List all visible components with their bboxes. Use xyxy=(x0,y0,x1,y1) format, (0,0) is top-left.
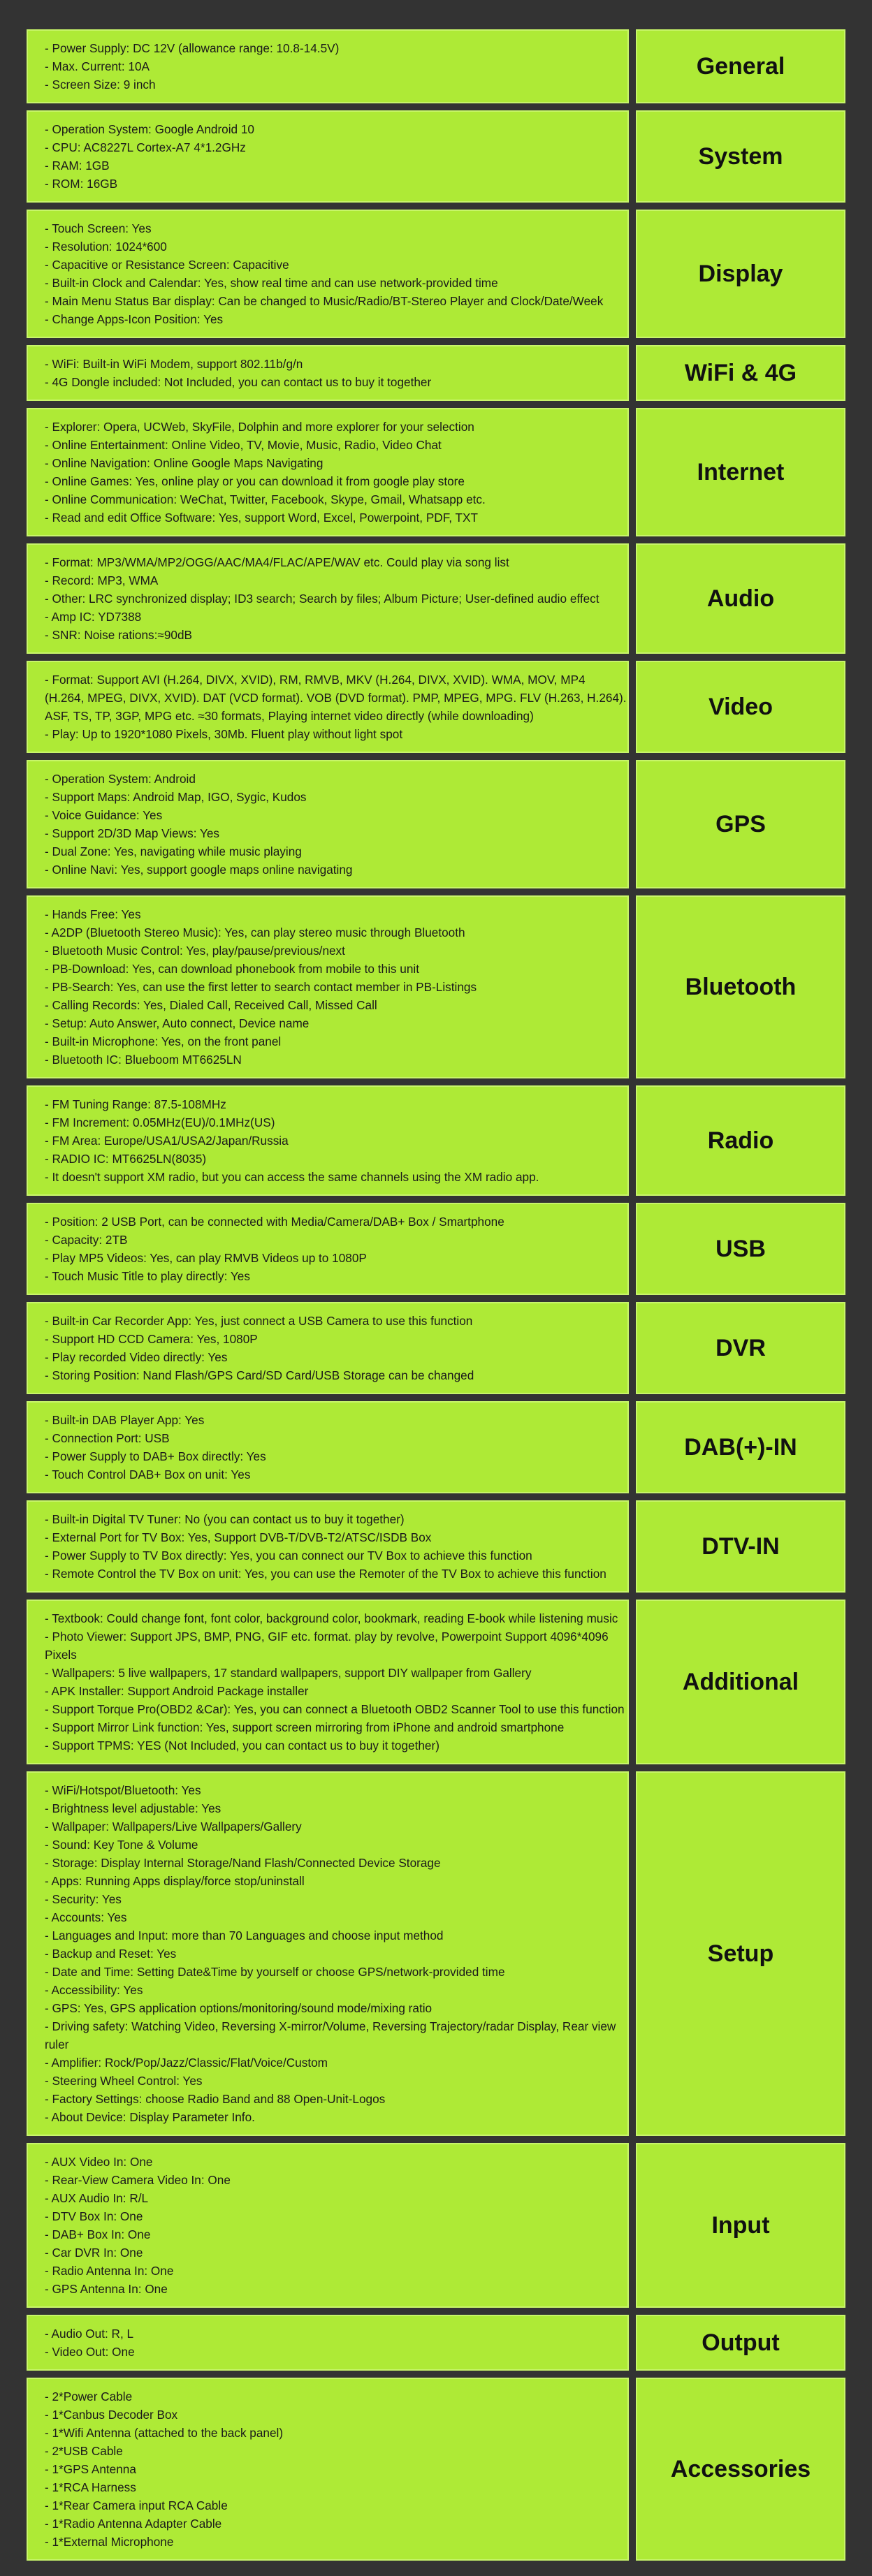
spec-line: - Steering Wheel Control: Yes xyxy=(45,2074,203,2088)
spec-line: - A2DP (Bluetooth Stereo Music): Yes, can play stereo music through Bluetooth xyxy=(45,925,465,939)
spec-line: - Play recorded Video directly: Yes xyxy=(45,1350,228,1364)
spec-line: - Date and Time: Setting Date&Time by yourself or choose GPS/network-provided time xyxy=(45,1965,505,1979)
spec-category-title: Radio xyxy=(636,1085,845,1196)
spec-line: - Online Navi: Yes, support google maps online navigating xyxy=(45,863,353,877)
spec-category-title: DVR xyxy=(636,1302,845,1394)
spec-line: - Change Apps-Icon Position: Yes xyxy=(45,312,224,326)
spec-details xyxy=(27,408,629,536)
spec-line: - Radio Antenna In: One xyxy=(45,2264,174,2278)
spec-line: - Resolution: 1024*600 xyxy=(45,240,167,254)
spec-row xyxy=(27,1600,845,1764)
spec-category-title: General xyxy=(636,29,845,103)
spec-details xyxy=(27,210,629,338)
spec-line: - 1*Wifi Antenna (attached to the back panel) xyxy=(45,2426,284,2440)
spec-line: - Remote Control the TV Box on unit: Yes, you can use the Remoter of the TV Box to achieve this function xyxy=(45,1567,606,1581)
spec-details xyxy=(27,1085,629,1196)
spec-details xyxy=(27,2143,629,2308)
spec-details xyxy=(27,1302,629,1394)
spec-line: - Amp IC: YD7388 xyxy=(45,610,142,624)
spec-line: - Power Supply: DC 12V (allowance range: 10.8-14.5V) xyxy=(45,41,340,55)
spec-row xyxy=(27,1203,845,1295)
spec-category-title: Video xyxy=(636,661,845,753)
spec-category-title: Audio xyxy=(636,543,845,654)
spec-category-title: Bluetooth xyxy=(636,895,845,1078)
spec-line: - Dual Zone: Yes, navigating while music playing xyxy=(45,844,302,858)
spec-line: - 1*RCA Harness xyxy=(45,2480,136,2494)
spec-line: - 1*Rear Camera input RCA Cable xyxy=(45,2498,228,2512)
spec-line: - Car DVR In: One xyxy=(45,2246,143,2260)
spec-row xyxy=(27,1085,845,1196)
spec-line: - Languages and Input: more than 70 Languages and choose input method xyxy=(45,1929,444,1942)
spec-category-title: Input xyxy=(636,2143,845,2308)
spec-category-title: USB xyxy=(636,1203,845,1295)
spec-line: - Online Games: Yes, online play or you can download it from google play store xyxy=(45,474,465,488)
spec-line: - Online Communication: WeChat, Twitter, Facebook, Skype, Gmail, Whatsapp etc. xyxy=(45,492,486,506)
spec-row xyxy=(27,2315,845,2371)
spec-details xyxy=(27,2378,629,2561)
spec-line: - FM Tuning Range: 87.5-108MHz xyxy=(45,1097,226,1111)
spec-line: - Photo Viewer: Support JPS, BMP, PNG, GIF etc. format. play by revolve, Powerpoint Support 4096*4096 Pixels xyxy=(45,1630,609,1662)
spec-details xyxy=(27,1600,629,1764)
spec-line: - Power Supply to TV Box directly: Yes, you can connect our TV Box to achieve this function xyxy=(45,1549,532,1563)
spec-line: - Capacitive or Resistance Screen: Capacitive xyxy=(45,258,289,272)
spec-row xyxy=(27,760,845,888)
spec-line: - 4G Dongle included: Not Included, you can contact us to buy it together xyxy=(45,375,432,389)
spec-line: - DTV Box In: One xyxy=(45,2209,143,2223)
spec-row xyxy=(27,1401,845,1493)
spec-line: - Calling Records: Yes, Dialed Call, Received Call, Missed Call xyxy=(45,998,377,1012)
spec-line: - Bluetooth IC: Blueboom MT6625LN xyxy=(45,1053,242,1067)
spec-line: - WiFi: Built-in WiFi Modem, support 802.11b/g/n xyxy=(45,357,303,371)
spec-line: - Apps: Running Apps display/force stop/uninstall xyxy=(45,1874,305,1888)
spec-category-title: GPS xyxy=(636,760,845,888)
spec-line: - Play: Up to 1920*1080 Pixels, 30Mb. Fluent play without light spot xyxy=(45,727,403,741)
spec-row xyxy=(27,661,845,753)
spec-line: - Max. Current: 10A xyxy=(45,59,150,73)
spec-line: - 1*GPS Antenna xyxy=(45,2462,136,2476)
spec-line: - Play MP5 Videos: Yes, can play RMVB Videos up to 1080P xyxy=(45,1251,367,1265)
spec-row xyxy=(27,1302,845,1394)
spec-line: - Support Torque Pro(OBD2 &Car): Yes, you can connect a Bluetooth OBD2 Scanner Tool to use this function xyxy=(45,1702,625,1716)
spec-line: - PB-Search: Yes, can use the first letter to search contact member in PB-Listings xyxy=(45,980,477,994)
spec-line: - Read and edit Office Software: Yes, support Word, Excel, Powerpoint, PDF, TXT xyxy=(45,511,479,525)
spec-category-title: Accessories xyxy=(636,2378,845,2561)
spec-line: - PB-Download: Yes, can download phonebook from mobile to this unit xyxy=(45,962,420,976)
spec-line: - Record: MP3, WMA xyxy=(45,573,159,587)
spec-line: - Wallpaper: Wallpapers/Live Wallpapers/Gallery xyxy=(45,1820,302,1834)
spec-line: - Built-in DAB Player App: Yes xyxy=(45,1413,205,1427)
spec-line: - Support TPMS: YES (Not Included, you can contact us to buy it together) xyxy=(45,1739,439,1752)
spec-details xyxy=(27,760,629,888)
spec-row xyxy=(27,110,845,203)
spec-row xyxy=(27,895,845,1078)
spec-line: - Rear-View Camera Video In: One xyxy=(45,2173,231,2187)
spec-line: - Voice Guidance: Yes xyxy=(45,808,163,822)
spec-details xyxy=(27,1771,629,2136)
spec-line: - 1*Canbus Decoder Box xyxy=(45,2408,178,2422)
spec-line: - Storing Position: Nand Flash/GPS Card/SD Card/USB Storage can be changed xyxy=(45,1368,474,1382)
spec-line: - Position: 2 USB Port, can be connected with Media/Camera/DAB+ Box / Smartphone xyxy=(45,1215,504,1229)
spec-line: - GPS: Yes, GPS application options/monitoring/sound mode/mixing ratio xyxy=(45,2001,433,2015)
spec-line: - AUX Video In: One xyxy=(45,2155,153,2169)
spec-table xyxy=(27,29,845,2568)
spec-line: - 2*Power Cable xyxy=(45,2390,133,2403)
spec-line: - Hands Free: Yes xyxy=(45,907,141,921)
spec-line: - Format: Support AVI (H.264, DIVX, XVID), RM, RMVB, MKV (H.264, DIVX, XVID). WMA, MOV, MP4 (H.264, MPEG, DIVX, XVID). DAT (VCD format). VOB (DVD format). PMP, MPEG, MPG. FLV (H.263, H.264). ASF, TS, TP, 3GP, MPG etc. ≈30 formats, Playing internet video directly (while downloading) xyxy=(45,673,627,723)
spec-details xyxy=(27,1500,629,1593)
spec-line: - Online Entertainment: Online Video, TV, Movie, Music, Radio, Video Chat xyxy=(45,438,442,452)
spec-line: - Bluetooth Music Control: Yes, play/pause/previous/next xyxy=(45,944,345,958)
spec-details xyxy=(27,543,629,654)
spec-line: - Touch Music Title to play directly: Yes xyxy=(45,1269,250,1283)
spec-category-title: Display xyxy=(636,210,845,338)
spec-line: - Driving safety: Watching Video, Reversing X-mirror/Volume, Reversing Trajectory/radar Display, Rear view ruler xyxy=(45,2019,616,2051)
spec-line: - GPS Antenna In: One xyxy=(45,2282,168,2296)
spec-row xyxy=(27,1771,845,2136)
spec-row xyxy=(27,408,845,536)
spec-line: - Support Mirror Link function: Yes, support screen mirroring from iPhone and android smartphone xyxy=(45,1720,565,1734)
spec-line: - Format: MP3/WMA/MP2/OGG/AAC/MA4/FLAC/APE/WAV etc. Could play via song list xyxy=(45,555,509,569)
spec-details xyxy=(27,2315,629,2371)
spec-line: - External Port for TV Box: Yes, Support DVB-T/DVB-T2/ATSC/ISDB Box xyxy=(45,1530,432,1544)
spec-line: - Wallpapers: 5 live wallpapers, 17 standard wallpapers, support DIY wallpaper from Gallery xyxy=(45,1666,532,1680)
spec-category-title: DAB(+)-IN xyxy=(636,1401,845,1493)
spec-line: - FM Area: Europe/USA1/USA2/Japan/Russia xyxy=(45,1134,289,1148)
spec-line: - Brightness level adjustable: Yes xyxy=(45,1801,221,1815)
spec-row xyxy=(27,2378,845,2561)
spec-row xyxy=(27,1500,845,1593)
spec-line: - Built-in Car Recorder App: Yes, just connect a USB Camera to use this function xyxy=(45,1314,473,1328)
spec-line: - Built-in Digital TV Tuner: No (you can contact us to buy it together) xyxy=(45,1512,405,1526)
spec-line: - Storage: Display Internal Storage/Nand Flash/Connected Device Storage xyxy=(45,1856,441,1870)
spec-line: - Factory Settings: choose Radio Band and 88 Open-Unit-Logos xyxy=(45,2092,386,2106)
spec-line: - Built-in Clock and Calendar: Yes, show real time and can use network-provided time xyxy=(45,276,498,290)
spec-line: - 1*Radio Antenna Adapter Cable xyxy=(45,2517,222,2531)
spec-line: - APK Installer: Support Android Package installer xyxy=(45,1684,309,1698)
spec-line: - Audio Out: R, L xyxy=(45,2327,134,2341)
spec-line: - About Device: Display Parameter Info. xyxy=(45,2110,255,2124)
spec-line: - WiFi/Hotspot/Bluetooth: Yes xyxy=(45,1783,201,1797)
spec-details xyxy=(27,110,629,203)
spec-line: - Online Navigation: Online Google Maps Navigating xyxy=(45,456,324,470)
spec-line: - Amplifier: Rock/Pop/Jazz/Classic/Flat/Voice/Custom xyxy=(45,2056,328,2070)
spec-line: - Accessibility: Yes xyxy=(45,1983,143,1997)
spec-line: - Support HD CCD Camera: Yes, 1080P xyxy=(45,1332,258,1346)
spec-line: - SNR: Noise rations:≈90dB xyxy=(45,628,192,642)
spec-line: - Support Maps: Android Map, IGO, Sygic, Kudos xyxy=(45,790,307,804)
spec-line: - Explorer: Opera, UCWeb, SkyFile, Dolphin and more explorer for your selection xyxy=(45,420,474,434)
spec-line: - RADIO IC: MT6625LN(8035) xyxy=(45,1152,207,1166)
spec-line: - Touch Screen: Yes xyxy=(45,221,152,235)
spec-row xyxy=(27,210,845,338)
spec-category-title: DTV-IN xyxy=(636,1500,845,1593)
spec-line: - Touch Control DAB+ Box on unit: Yes xyxy=(45,1468,251,1481)
spec-category-title: WiFi & 4G xyxy=(636,345,845,401)
spec-line: - ROM: 16GB xyxy=(45,177,118,191)
spec-details xyxy=(27,1401,629,1493)
spec-category-title: Additional xyxy=(636,1600,845,1764)
spec-line: - Capacity: 2TB xyxy=(45,1233,128,1247)
spec-line: - Textbook: Could change font, font color, background color, bookmark, reading E-book while listening music xyxy=(45,1611,618,1625)
spec-category-title: Output xyxy=(636,2315,845,2371)
spec-line: - Operation System: Android xyxy=(45,772,196,786)
spec-line: - Support 2D/3D Map Views: Yes xyxy=(45,826,219,840)
spec-details xyxy=(27,895,629,1078)
spec-details xyxy=(27,661,629,753)
spec-row xyxy=(27,29,845,103)
spec-line: - Built-in Microphone: Yes, on the front panel xyxy=(45,1034,282,1048)
spec-line: - Accounts: Yes xyxy=(45,1910,127,1924)
spec-category-title: Internet xyxy=(636,408,845,536)
spec-line: - Security: Yes xyxy=(45,1892,122,1906)
spec-row xyxy=(27,345,845,401)
spec-line: - Other: LRC synchronized display; ID3 search; Search by files; Album Picture; User-defined audio effect xyxy=(45,592,600,606)
spec-line: - CPU: AC8227L Cortex-A7 4*1.2GHz xyxy=(45,140,246,154)
spec-line: - AUX Audio In: R/L xyxy=(45,2191,149,2205)
spec-line: - Main Menu Status Bar display: Can be changed to Music/Radio/BT-Stereo Player and Clock/Date/Week xyxy=(45,294,604,308)
spec-line: - Setup: Auto Answer, Auto connect, Device name xyxy=(45,1016,310,1030)
spec-line: - Video Out: One xyxy=(45,2345,135,2359)
spec-row xyxy=(27,543,845,654)
spec-details xyxy=(27,345,629,401)
spec-details xyxy=(27,1203,629,1295)
spec-line: - RAM: 1GB xyxy=(45,159,110,173)
spec-line: - Connection Port: USB xyxy=(45,1431,170,1445)
spec-line: - DAB+ Box In: One xyxy=(45,2227,151,2241)
spec-line: - Power Supply to DAB+ Box directly: Yes xyxy=(45,1449,266,1463)
spec-line: - Operation System: Google Android 10 xyxy=(45,122,254,136)
spec-line: - Sound: Key Tone & Volume xyxy=(45,1838,198,1852)
spec-line: - 2*USB Cable xyxy=(45,2444,123,2458)
spec-category-title: System xyxy=(636,110,845,203)
spec-line: - It doesn't support XM radio, but you can access the same channels using the XM radio app. xyxy=(45,1170,539,1184)
spec-line: - 1*External Microphone xyxy=(45,2535,174,2549)
spec-row xyxy=(27,2143,845,2308)
spec-line: - Screen Size: 9 inch xyxy=(45,78,156,92)
spec-line: - FM Increment: 0.05MHz(EU)/0.1MHz(US) xyxy=(45,1115,275,1129)
spec-category-title: Setup xyxy=(636,1771,845,2136)
spec-line: - Backup and Reset: Yes xyxy=(45,1947,177,1961)
spec-details xyxy=(27,29,629,103)
